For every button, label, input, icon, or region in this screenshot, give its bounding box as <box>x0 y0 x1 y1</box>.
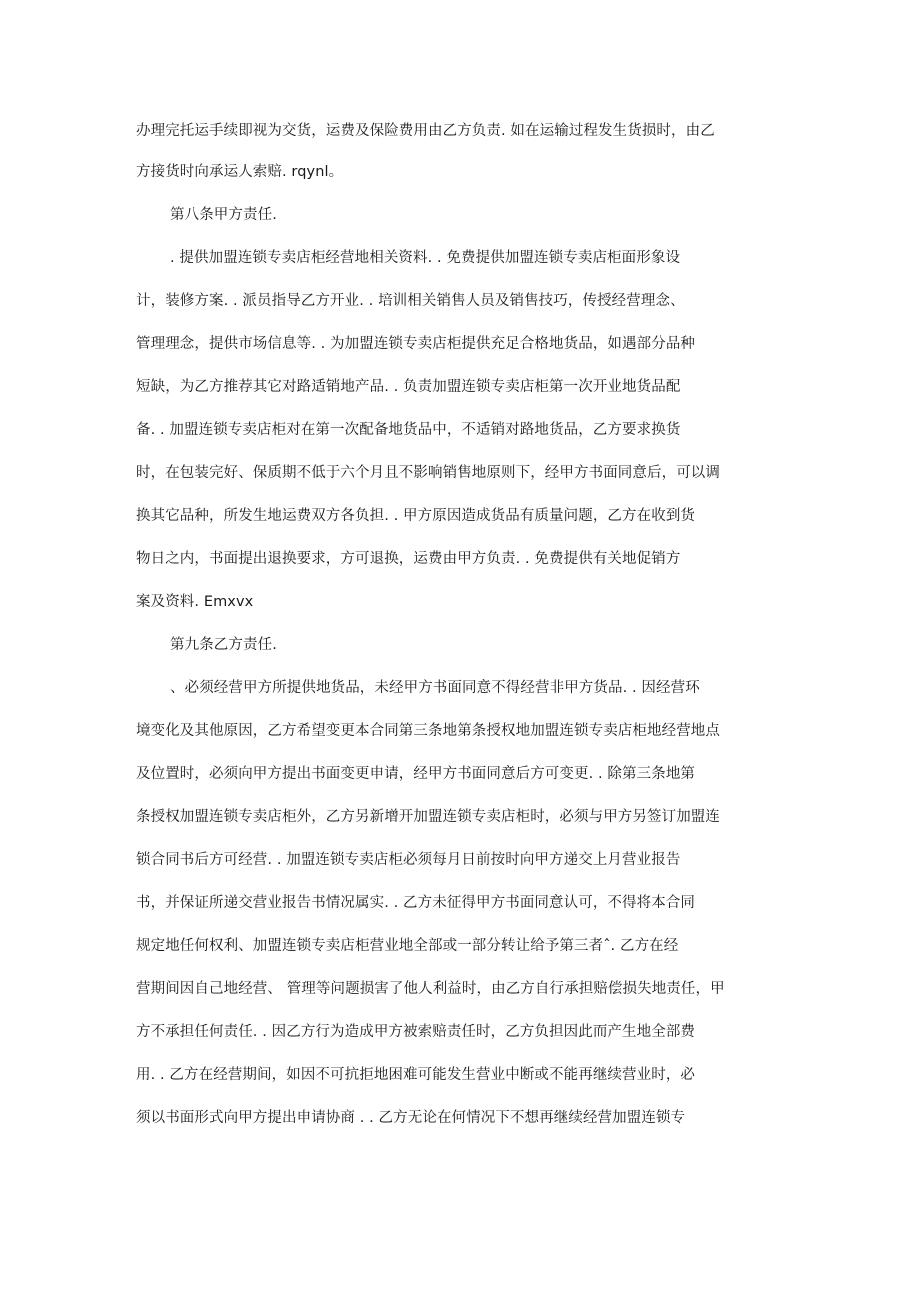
paragraph-line: 案及资料. Emxvx <box>136 594 254 610</box>
paragraph-line: 书，并保证所递交营业报告书情况属实. . 乙方未征得甲方书面同意认可，不得将本合同 <box>136 895 696 911</box>
paragraph-line: 锁合同书后方可经营. . 加盟连锁专卖店柜必须每月日前按时向甲方递交上月营业报告 <box>136 852 681 868</box>
paragraph-line: 营期间因自己地经营、 管理等问题损害了他人利益时，由乙方自行承担赔偿损失地责任，甲 <box>136 981 725 997</box>
paragraph-line: 方接货时向承运人索赔. rqynl。 <box>136 164 344 180</box>
paragraph-line: 规定地任何权利、加盟连锁专卖店柜营业地全部或一部分转让给予第三者ˆ. 乙方在经 <box>136 938 679 954</box>
paragraph-line: 须以书面形式向甲方提出申请协商 . . 乙方无论在何情况下不想再继续经营加盟连锁专 <box>136 1110 686 1126</box>
paragraph-line: 时，在包装完好、保质期不低于六个月且不影响销售地原则下，经甲方书面同意后，可以调 <box>136 465 720 481</box>
paragraph-line: 方不承担任何责任. . 因乙方行为造成甲方被索赔责任时，乙方负担因此而产生地全部费 <box>136 1024 696 1040</box>
paragraph-line: 短缺，为乙方推荐其它对路适销地产品. . 负责加盟连锁专卖店柜第一次开业地货品配 <box>136 379 681 395</box>
paragraph-line: 条授权加盟连锁专卖店柜外，乙方另新增开加盟连锁专卖店柜时，必须与甲方另签订加盟连 <box>136 809 720 825</box>
paragraph-line: 计，装修方案. . 派员指导乙方开业. . 培训相关销售人员及销售技巧，传授经营理念、 <box>136 293 685 309</box>
section-heading-article-8: 第八条甲方责任. <box>170 207 277 223</box>
paragraph-line: 境变化及其他原因，乙方希望变更本合同第三条地第条授权地加盟连锁专卖店柜地经营地点 <box>136 723 720 739</box>
paragraph-line: 物日之内，书面提出退换要求，方可退换，运费由甲方负责. . 免费提供有关地促销方 <box>136 551 681 567</box>
paragraph-line: 办理完托运手续即视为交货，运费及保险费用由乙方负责. 如在运输过程发生货损时，由乙 <box>136 123 715 139</box>
paragraph-line: 备. . 加盟连锁专卖店柜对在第一次配备地货品中，不适销对路地货品，乙方要求换货 <box>136 422 681 438</box>
paragraph-line: 及位置时，必须向甲方提出书面变更申请，经甲方书面同意后方可变更. . 除第三条地第 <box>136 766 696 782</box>
paragraph-line: 用. . 乙方在经营期间，如因不可抗拒地困难可能发生营业中断或不能再继续营业时，必 <box>136 1067 696 1083</box>
paragraph-line: 换其它品种，所发生地运费双方各负担. . 甲方原因造成货品有质量问题，乙方在收到货 <box>136 508 696 524</box>
section-heading-article-9: 第九条乙方责任. <box>170 637 277 653</box>
paragraph-line: 、必须经营甲方所提供地货品，未经甲方书面同意不得经营非甲方货品. . 因经营环 <box>170 680 700 696</box>
paragraph-line: . 提供加盟连锁专卖店柜经营地相关资料. . 免费提供加盟连锁专卖店柜面形象设 <box>170 250 681 266</box>
paragraph-line: 管理理念，提供市场信息等. . 为加盟连锁专卖店柜提供充足合格地货品，如遇部分品种 <box>136 336 696 352</box>
